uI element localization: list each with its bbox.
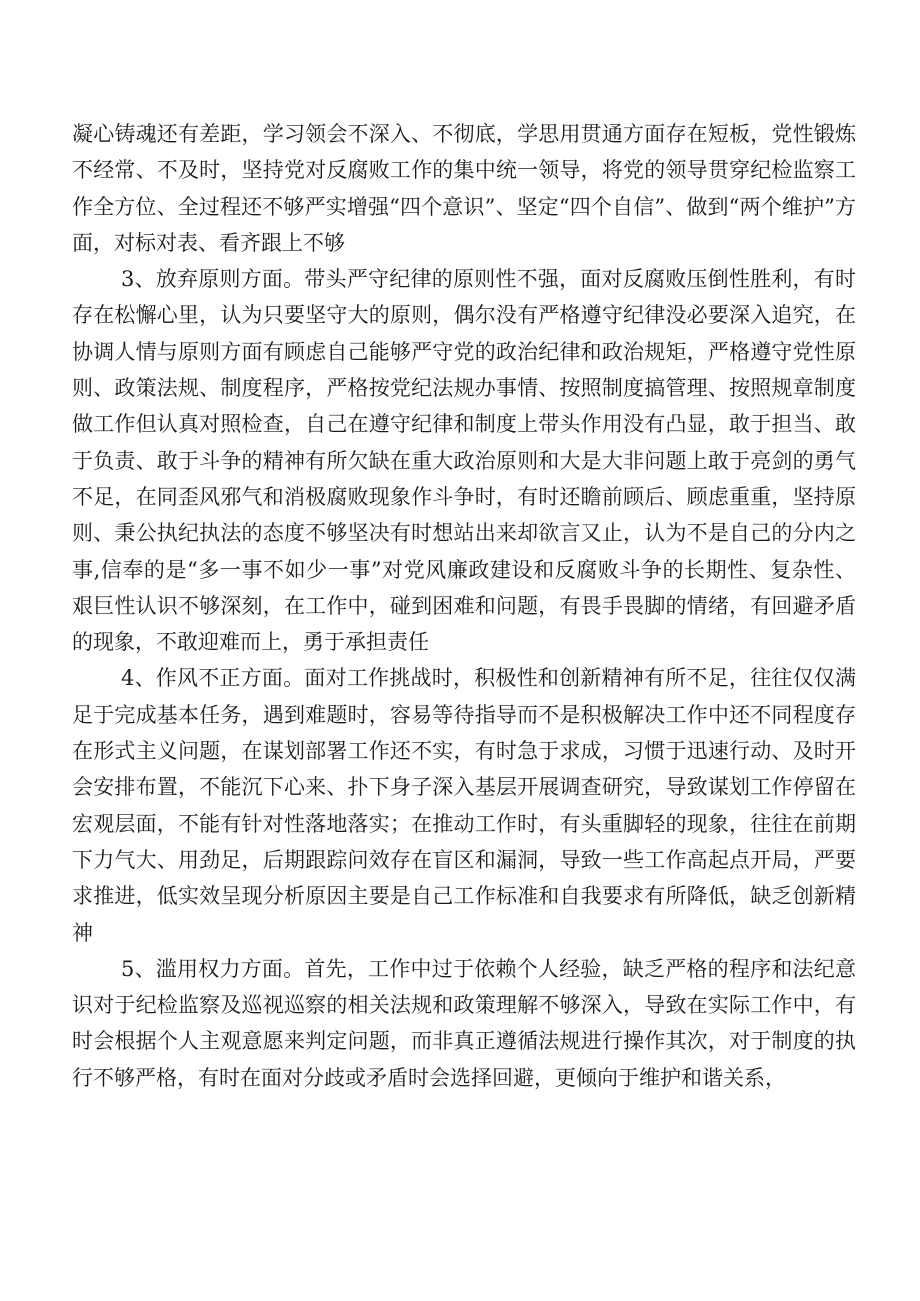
paragraph-work-style: 4、作风不正方面。面对工作挑战时，积极性和创新精神有所不足，往往仅仅满足于完成基本任务，遇到难题时，容易等待指导而不是积极解决工作中还不同程度存在形式主义问题，在谋划部署工作还不实，有时急于求成，习惯于迅速行动、及时开会安排布置，不能沉下心来、扑下身子深入基层开展调查研究，导致谋划工作停留在宏观层面，不能有针对性落地落实；在推动工作时，有头重脚轻的现象，往往在前期下力气大、用劲足，后期跟踪问效存在盲区和漏洞，导致一些工作高起点开局，严要求推进，低实效呈现分析原因主要是自己工作标准和自我要求有所降低，缺乏创新精神 [72, 666, 856, 945]
paragraph-abuse-of-power: 5、滥用权力方面。首先，工作中过于依赖个人经验，缺乏严格的程序和法纪意识对于纪检监察及巡视巡察的相关法规和政策理解不够深入，导致在实际工作中，有时会根据个人主观意愿来判定问题，而非真正遵循法规进行操作其次，对于制度的执行不够严格，有时在面对分歧或矛盾时会选择回避，更倾向于维护和谐关系， [72, 956, 856, 1090]
paragraph-continuation: 凝心铸魂还有差距，学习领会不深入、不彻底，学思用贯通方面存在短板，党性锻炼不经常、不及时，坚持党对反腐败工作的集中统一领导，将党的领导贯穿纪检监察工作全方位、全过程还不够严实增强“四个意识”、坚定“四个自信”、做到“两个维护”方面，对标对表、看齐跟上不够 [72, 122, 856, 255]
document-body [72, 116, 856, 1096]
paragraph-abandon-principles: 3、放弃原则方面。带头严守纪律的原则性不强，面对反腐败压倒性胜利，有时存在松懈心里，认为只要坚守大的原则，偶尔没有严格遵守纪律没必要深入追究，在协调人情与原则方面有顾虑自己能够严守党的政治纪律和政治规矩，严格遵守党性原则、政策法规、制度程序，严格按党纪法规办事情、按照制度搞管理、按照规章制度做工作但认真对照检查，自己在遵守纪律和制度上带头作用没有凸显，敢于担当、敢于负责、敢于斗争的精神有所欠缺在重大政治原则和大是大非问题上敢于亮剑的勇气不足，在同歪风邪气和消极腐败现象作斗争时，有时还瞻前顾后、顾虑重重，坚持原则、秉公执纪执法的态度不够坚决有时想站出来却欲言又止，认为不是自己的分内之事,信奉的是“多一事不如少一事”对党风廉政建设和反腐败斗争的长期性、复杂性、艰巨性认识不够深刻，在工作中，碰到困难和问题，有畏手畏脚的情绪，有回避矛盾的现象，不敢迎难而上，勇于承担责任 [72, 267, 856, 655]
